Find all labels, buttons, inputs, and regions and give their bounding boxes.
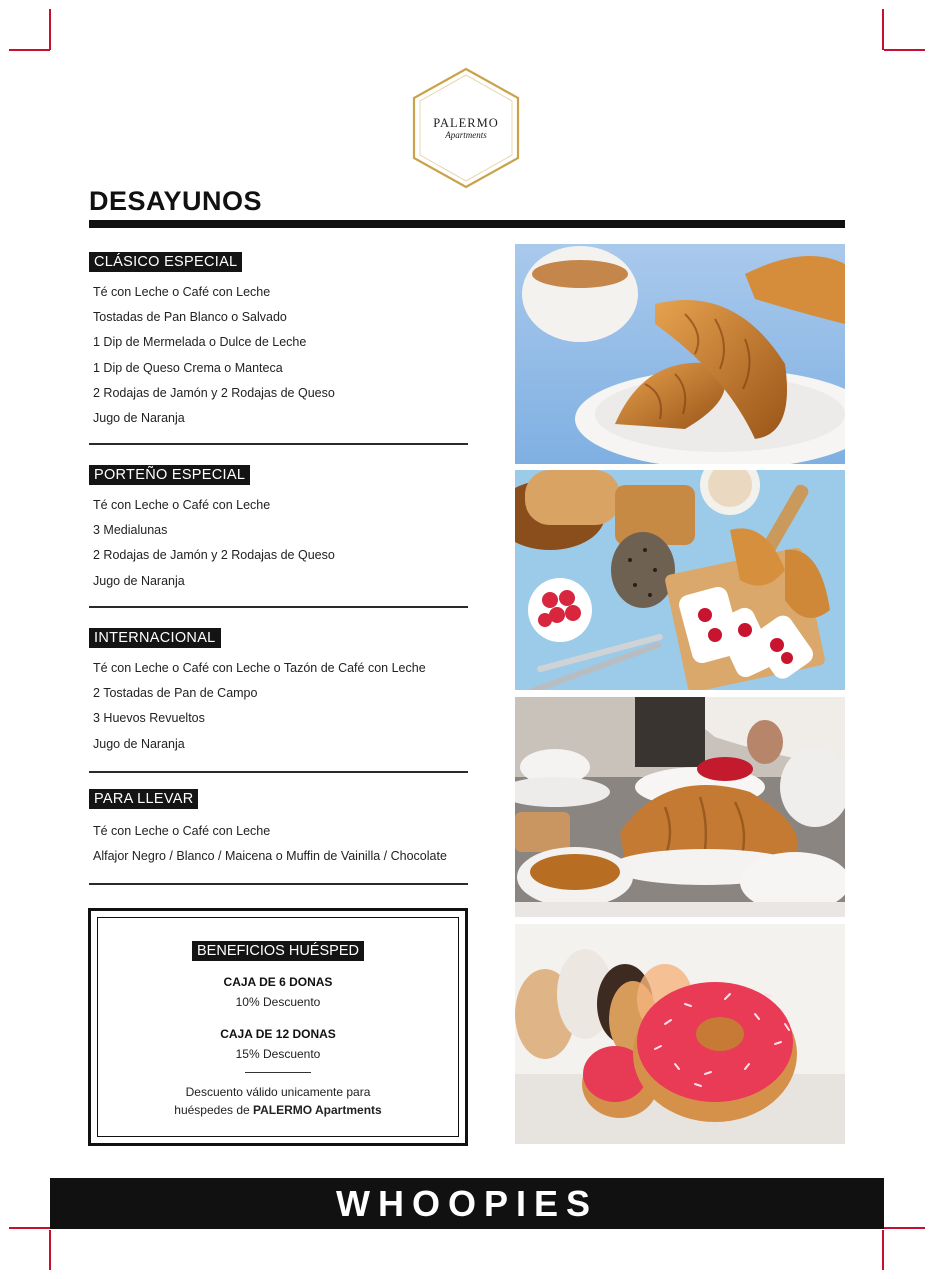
crop-mark-top-right-v	[882, 9, 884, 50]
crop-mark-bottom-right-h	[884, 1227, 925, 1229]
menu-item: 1 Dip de Queso Crema o Manteca	[93, 360, 283, 375]
section-label: PORTEÑO ESPECIAL	[89, 465, 250, 485]
menu-item: 2 Rodajas de Jamón y 2 Rodajas de Queso	[93, 548, 335, 563]
donuts-photo	[515, 924, 845, 1144]
section-label: INTERNACIONAL	[89, 628, 221, 648]
menu-item: 1 Dip de Mermelada o Dulce de Leche	[93, 335, 307, 350]
crop-mark-bottom-right-v	[882, 1230, 884, 1270]
page-title: DESAYUNOS	[89, 186, 263, 216]
section-para-llevar	[89, 789, 469, 869]
title-divider	[89, 220, 845, 228]
section-internacional	[89, 628, 469, 757]
menu-item: Alfajor Negro / Blanco / Maicena o Muffin de Vainilla / Chocolate	[93, 849, 447, 864]
offer-title: CAJA DE 12 DONAS	[220, 1027, 336, 1041]
logo-name: PALERMO	[433, 116, 499, 130]
offer-discount: 15% Descuento	[235, 1047, 321, 1061]
section-clasico-especial	[89, 252, 469, 431]
menu-item: Té con Leche o Café con Leche	[93, 285, 271, 299]
bread-image-icon	[515, 470, 845, 690]
logo-subtitle: Apartments	[445, 130, 487, 140]
palermo-logo	[410, 66, 522, 190]
crop-mark-bottom-left-h	[9, 1227, 50, 1229]
menu-item: 2 Rodajas de Jamón y 2 Rodajas de Queso	[93, 385, 335, 400]
menu-item: Jugo de Naranja	[93, 410, 185, 425]
crop-mark-top-left-v	[49, 9, 51, 50]
offer-discount: 10% Descuento	[235, 995, 321, 1009]
menu-item: Jugo de Naranja	[93, 573, 185, 588]
section-label: CLÁSICO ESPECIAL	[89, 252, 242, 272]
bread-pastries-photo	[515, 470, 845, 690]
offer-title: CAJA DE 6 DONAS	[223, 975, 333, 989]
menu-item-list	[93, 819, 469, 869]
note-line-2-prefix: huéspedes de	[174, 1103, 254, 1117]
crop-mark-top-right-h	[884, 49, 925, 51]
menu-item: Té con Leche o Café con Leche	[93, 824, 271, 838]
menu-item: Jugo de Naranja	[93, 736, 185, 751]
footer-brand-bar	[50, 1178, 884, 1229]
benefits-label: BENEFICIOS HUÉSPED	[192, 941, 364, 961]
section-divider	[89, 606, 468, 608]
benefits-divider	[245, 1072, 311, 1073]
note-line-1: Descuento válido unicamente para	[185, 1085, 371, 1099]
croissants-photo	[515, 244, 845, 464]
section-label: PARA LLEVAR	[89, 789, 198, 809]
section-divider	[89, 443, 468, 445]
menu-item: Tostadas de Pan Blanco o Salvado	[93, 310, 287, 325]
section-porteno-especial	[89, 465, 469, 594]
croissant-image-icon	[515, 244, 845, 464]
menu-item: Té con Leche o Café con Leche o Tazón de Café con Leche	[93, 661, 426, 675]
menu-item-list	[93, 493, 469, 594]
crop-mark-top-left-h	[9, 49, 50, 51]
menu-item-list	[93, 656, 469, 757]
cafe-image-icon	[515, 697, 845, 917]
menu-item: Té con Leche o Café con Leche	[93, 498, 271, 512]
menu-item: 3 Medialunas	[93, 523, 168, 538]
guest-benefits-box	[88, 908, 468, 1146]
section-divider	[89, 883, 468, 885]
donut-image-icon	[515, 924, 845, 1144]
cafe-table-photo	[515, 697, 845, 917]
section-divider	[89, 771, 468, 773]
crop-mark-bottom-left-v	[49, 1230, 51, 1270]
footer-brand: WHOOPIES	[335, 1183, 599, 1224]
benefits-note	[98, 1083, 458, 1119]
note-brand: PALERMO Apartments	[253, 1103, 382, 1117]
menu-item-list	[93, 280, 469, 431]
menu-item: 3 Huevos Revueltos	[93, 711, 205, 726]
menu-item: 2 Tostadas de Pan de Campo	[93, 686, 258, 701]
